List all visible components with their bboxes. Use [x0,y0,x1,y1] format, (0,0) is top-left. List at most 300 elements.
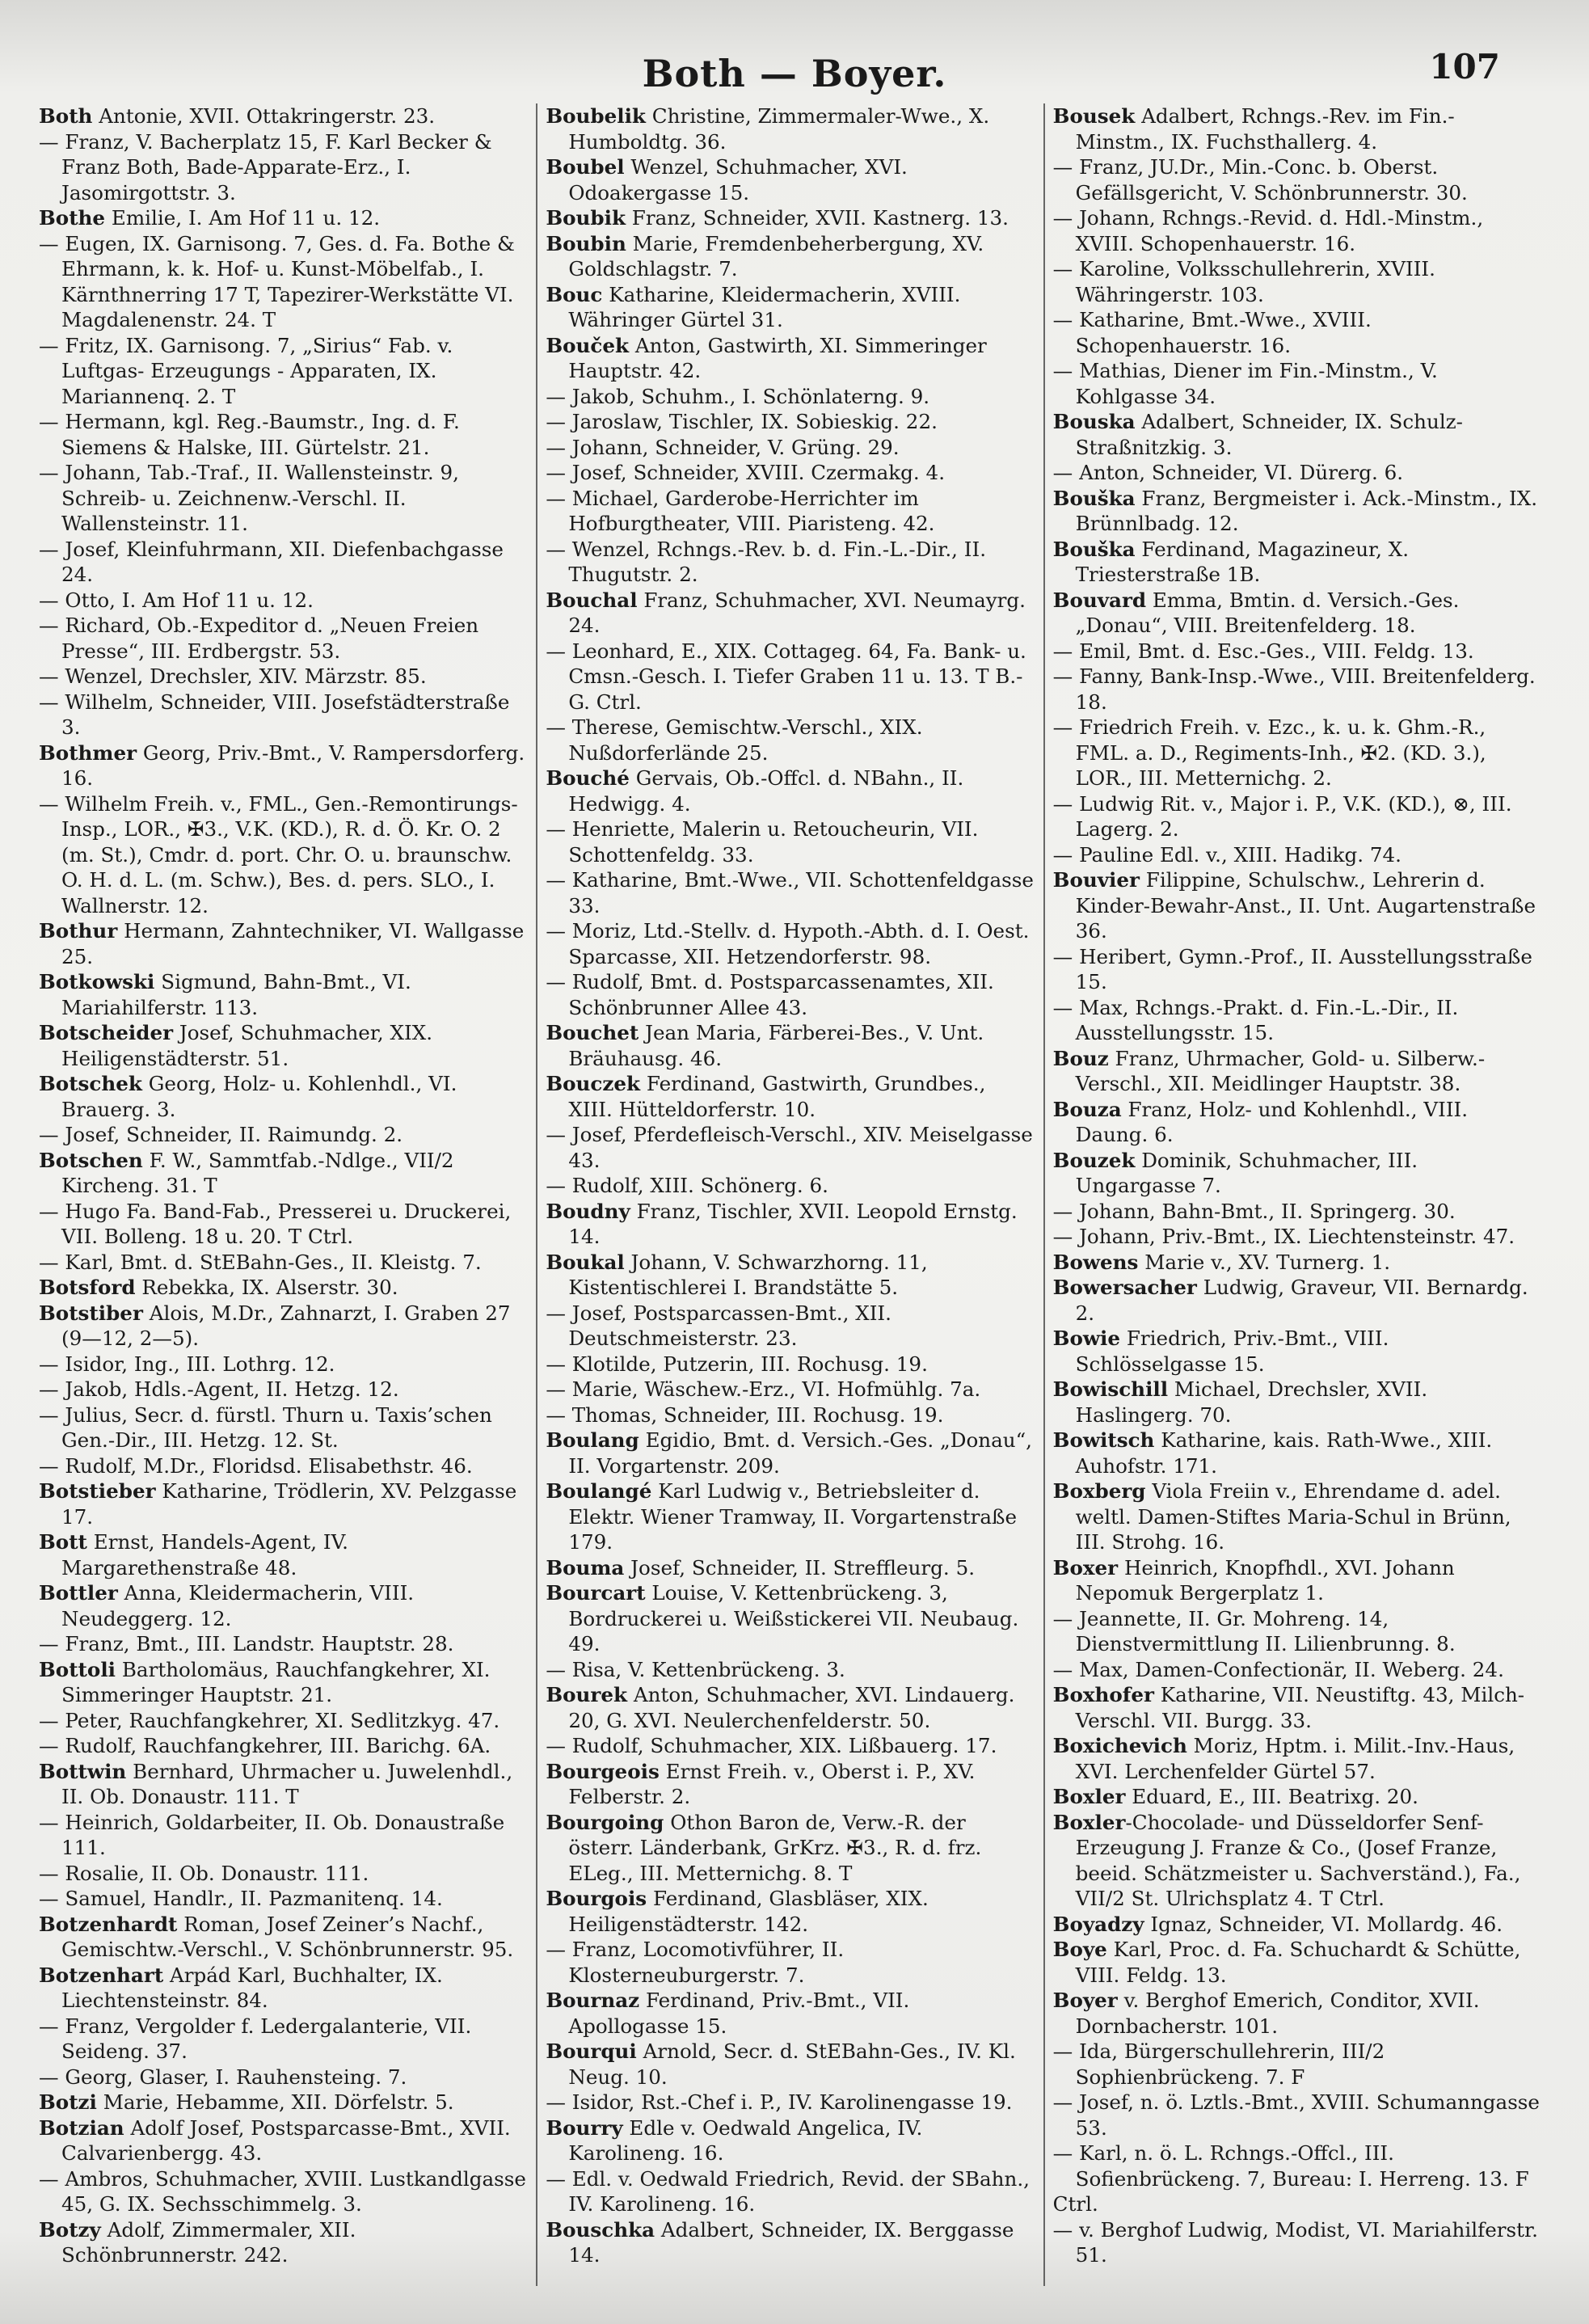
directory-entry [39,1912,528,1963]
directory-entry [39,129,528,206]
directory-entry [39,613,528,664]
directory-entry [39,1377,528,1402]
entry-details: — Anton, Schneider, VI. Dürerg. 6. [1052,461,1404,484]
entry-surname: Bouska [1052,410,1136,433]
directory-entry [546,969,1035,1020]
directory-entry [1053,1810,1542,1912]
entry-details: — Rudolf, XIII. Schönerg. 6. [546,1174,828,1197]
directory-entry [1053,588,1542,639]
directory-entry [39,333,528,410]
entry-details: — Jakob, Schuhm., I. Schönlaterng. 9. [546,384,930,408]
directory-entry [39,1071,528,1122]
entry-details: — Max, Damen-Confectionär, II. Weberg. 24. [1052,1657,1504,1681]
entry-details: — Wilhelm, Schneider, VIII. Josefstädterstraße 3. [39,690,510,739]
entry-details: — Otto, I. Am Hof 11 u. 12. [39,588,314,612]
directory-entry [546,1580,1035,1657]
entry-surname: Bouška [1052,537,1136,561]
entry-details: — Josef, n. ö. Lztls.-Bmt., XVIII. Schumanngasse 53. [1052,2090,1540,2140]
entry-details: — Therese, Gemischtw.-Verschl., XIX. Nußdorferlände 25. [546,715,923,765]
entry-surname: Boulangé [546,1479,652,1503]
entry-surname: Bouchal [546,588,638,612]
entry-details: — Rudolf, Bmt. d. Postsparcassenamtes, XII. Schönbrunner Allee 43. [546,970,994,1019]
entry-details: F. W., Sammtfab.-Ndlge., VII/2 Kircheng. 31. T [61,1148,454,1197]
directory-entry [39,969,528,1020]
directory-entry [1053,537,1542,588]
directory-entry [1053,664,1542,715]
entry-details: — Wenzel, Drechsler, XIV. Märzstr. 85. [39,664,427,688]
entry-surname: Bowie [1052,1326,1121,1350]
entry-details: — Johann, Tab.-Traf., II. Wallensteinstr. 9, Schreib- u. Zeichnenw.-Verschl. II. Wallensteinstr. 11. [39,461,459,535]
entry-surname: Bouška [1052,486,1136,510]
entry-details: Ferdinand, Glasbläser, XIX. Heiligenstädterstr. 142. [568,1887,929,1936]
entry-details: Anna, Kleidermacherin, VIII. Neudeggerg. 12. [61,1581,415,1630]
directory-entry [1053,154,1542,205]
entry-details: Josef, Schuhmacher, XIX. Heiligenstädterstr. 51. [61,1021,433,1070]
entry-surname: Bouchet [546,1021,639,1044]
entry-surname: Boubik [546,206,626,230]
directory-entry [1053,2141,1542,2191]
entry-details: Rebekka, IX. Alserstr. 30. [135,1276,398,1299]
entry-details: Gervais, Ob.-Offcl. d. NBahn., II. Hedwigg. 4. [568,766,964,816]
entry-surname: Bourgois [546,1887,647,1910]
directory-entry [1053,1377,1542,1428]
entry-details: — Emil, Bmt. d. Esc.-Ges., VIII. Feldg. 13. [1052,639,1474,663]
directory-entry [1053,256,1542,307]
entry-details: — v. Berghof Ludwig, Modist, VI. Mariahilferstr. 51. [1052,2217,1538,2267]
entry-details: — Rudolf, Schuhmacher, XIX. Lißbauerg. 17. [546,1734,997,1757]
entry-surname: Botscheider [39,1021,174,1044]
entry-details: Ferdinand, Priv.-Bmt., VII. Apollogasse 15. [568,1989,910,2038]
directory-entry [39,1529,528,1580]
entry-surname: Boye [1052,1938,1107,1961]
entry-details: — Rosalie, II. Ob. Donaustr. 111. [39,1861,369,1885]
directory-entry [546,1810,1035,1887]
entry-surname: Bottwin [39,1759,127,1783]
directory-entry [1053,1250,1542,1276]
entry-details: — Ida, Bürgerschullehrerin, III/2 Sophienbrückeng. 7. F [1052,2039,1385,2089]
entry-surname: Bouček [546,333,630,357]
directory-entry [546,867,1035,918]
directory-entry [546,766,1035,816]
directory-entry [546,1301,1035,1352]
entry-surname: Bowersacher [1052,1276,1197,1299]
directory-entry [39,2115,528,2166]
entry-surname: Bouza [1052,1097,1122,1121]
directory-entry [1053,1682,1542,1733]
entry-details: — Ludwig Rit. v., Major i. P., V.K. (KD.), ⊗, III. Lagerg. 2. [1052,791,1512,841]
entry-details: — Marie, Wäschew.-Erz., VI. Hofmühlg. 7a. [546,1377,981,1401]
directory-entry [546,2166,1035,2217]
entry-surname: Bouz [1052,1046,1109,1070]
directory-entry [546,409,1035,435]
entry-details: Emilie, I. Am Hof 11 u. 12. [105,206,381,230]
entry-details: — Georg, Glaser, I. Rauhensteing. 7. [39,2065,407,2089]
directory-entry [546,715,1035,766]
entry-surname: Bowens [1052,1250,1139,1274]
entry-details: — Franz, V. Bacherplatz 15, F. Karl Becker & Franz Both, Bade-Apparate-Erz., I. Jasomirgottstr. 3. [39,129,492,205]
entry-details: Ernst Freih. v., Oberst i. P., XV. Felberstr. 2. [568,1759,976,1808]
entry-details: — Eugen, IX. Garnisong. 7, Ges. d. Fa. Bothe & Ehrmann, k. k. Hof- u. Kunst-Möbelfab., I. Kärnthnerring 17 T, Tapezirer-Werkstätte VI. Magdalenenstr. 24. T [39,231,515,331]
directory-entry [546,1555,1035,1581]
entry-details: Adolf, Zimmermaler, XII. Schönbrunnerstr. 242. [61,2217,356,2267]
directory-entry [1053,1046,1542,1097]
directory-entry [39,1580,528,1631]
entry-details: Christine, Zimmermaler-Wwe., X. Humboldtg. 36. [568,104,990,154]
directory-entry [39,1810,528,1861]
directory-entry [546,639,1035,715]
entry-details: Viola Freiin v., Ehrendame d. adel. weltl. Damen-Stiftes Maria-Schul in Brünn, III. Strohg. 16. [1075,1479,1511,1554]
entry-surname: Bouczek [546,1072,641,1095]
directory-entry [1053,1224,1542,1250]
directory-entry [546,1937,1035,1988]
entry-surname: Boubelik [546,104,646,128]
page-number: 107 [1429,47,1500,86]
directory-entry [39,588,528,614]
directory-entry [39,1886,528,1912]
entry-details: Franz, Bergmeister i. Ack.-Minstm., IX. Brünnlbadg. 12. [1075,486,1538,535]
entry-details: Jean Maria, Färberei-Bes., V. Unt. Bräuhausg. 46. [568,1021,984,1070]
directory-entry [546,1122,1035,1173]
directory-entry [1053,103,1542,154]
entry-details: — Katharine, Bmt.-Wwe., XVIII. Schopenhauerstr. 16. [1052,308,1372,357]
entry-details: — Wilhelm Freih. v., FML., Gen.-Remontirungs-Insp., LOR., ✠3., V.K. (KD.), R. d. Ö. Kr. O. 2 (m. St.), Cmdr. d. port. Chr. O. u. braunschw. O. H. d. L. (m. Schw.), Bes. d. pers. SLO., I. Wallnerstr. 12. [39,791,518,917]
entry-surname: Boubel [546,155,625,179]
directory-entry [546,537,1035,588]
entry-surname: Bott [39,1530,87,1554]
entry-details: — Max, Rchngs.-Prakt. d. Fin.-L.-Dir., II. Ausstellungsstr. 15. [1052,995,1459,1044]
entry-details: Anton, Gastwirth, XI. Simmeringer Hauptstr. 42. [568,333,987,382]
entry-details: Franz, Uhrmacher, Gold- u. Silberw.-Verschl., XII. Meidlinger Hauptstr. 38. [1075,1046,1486,1095]
entry-details: Katharine, VII. Neustiftg. 43, Milch-Verschl. VII. Burgg. 33. [1075,1683,1525,1732]
directory-entry [546,918,1035,969]
directory-entry [1053,1912,1542,1938]
entry-details: Franz, Schneider, XVII. Kastnerg. 13. [625,206,1009,230]
entry-details: Arpád Karl, Buchhalter, IX. Liechtensteinstr. 84. [61,1963,443,2012]
entry-details: — Franz, JU.Dr., Min.-Conc. b. Oberst. Gefällsgericht, V. Schönbrunnerstr. 30. [1052,155,1468,205]
entry-surname: Bottler [39,1581,118,1605]
directory-entry [546,1020,1035,1071]
directory-entry [1053,307,1542,358]
entry-details: — Karl, n. ö. L. Rchngs.-Offcl., III. Sofienbrückeng. 7, Bureau: I. Herreng. 13. F [1052,2141,1529,2191]
entry-details: — Leonhard, E., XIX. Cottageg. 64, Fa. Bank- u. Cmsn.-Gesch. I. Tiefer Graben 11 u. 13. T B.-G. Ctrl. [546,639,1026,714]
entry-details: — Josef, Pferdefleisch-Verschl., XIV. Meiselgasse 43. [546,1123,1033,1172]
directory-entry [39,2090,528,2115]
entry-details: — Isidor, Rst.-Chef i. P., IV. Karolinengasse 19. [546,2090,1013,2114]
entry-surname: Bouvard [1052,588,1147,612]
directory-entry [1053,1657,1542,1683]
directory-entry [546,1759,1035,1810]
entry-details: — Risa, V. Kettenbrückeng. 3. [546,1657,845,1681]
entry-details: — Julius, Secr. d. fürstl. Thurn u. Taxis’schen Gen.-Dir., III. Hetzg. 12. St. [39,1402,492,1452]
directory-entry [546,2090,1035,2115]
entry-surname: Boyadzy [1052,1912,1144,1936]
directory-entry [1053,1555,1542,1606]
entry-surname: Bousek [1052,104,1136,128]
entry-details: — Johann, Bahn-Bmt., II. Springerg. 30. [1052,1199,1456,1223]
entry-surname: Boyer [1052,1989,1118,2012]
entry-details: v. Berghof Emerich, Conditor, XVII. Dornbacherstr. 101. [1075,1989,1480,2038]
entry-details: Anton, Schuhmacher, XVI. Lindauerg. 20, G. XVI. Neulerchenfelderstr. 50. [568,1683,1015,1732]
directory-entry [1053,1733,1542,1784]
directory-entry [39,537,528,588]
directory-entry [1053,1326,1542,1377]
directory-entry [39,740,528,791]
entry-details: Adalbert, Schneider, IX. Schulz-Straßnitzkig. 3. [1075,410,1463,459]
directory-entry [39,1861,528,1887]
entry-details: — Josef, Schneider, XVIII. Czermakg. 4. [546,461,946,484]
entry-details: — Friedrich Freih. v. Ezc., k. u. k. Ghm.-R., FML. a. D., Regiments-Inh., ✠2. (KD. 3.), LOR., III. Metternichg. 2. [1052,715,1486,790]
entry-details: Moriz, Hptm. i. Milit.-Inv.-Haus, XVI. Lerchenfelder Gürtel 57. [1075,1734,1515,1783]
directory-entry [546,282,1035,333]
entry-details: — Rudolf, M.Dr., Floridsd. Elisabethstr. 46. [39,1453,473,1478]
entry-details: Ernst, Handels-Agent, IV. Margarethenstraße 48. [61,1530,348,1580]
directory-entry [1053,2090,1542,2141]
entry-details: — Michael, Garderobe-Herrichter im Hofburgtheater, VIII. Piaristeng. 42. [546,486,935,535]
directory-entry [546,1402,1035,1428]
directory-entry [546,1682,1035,1733]
entry-details: Bernhard, Uhrmacher u. Juwelenhdl., II. Ob. Donaustr. 111. T [61,1759,513,1808]
entry-surname: Boxler [1052,1810,1126,1834]
directory-entry [39,231,528,333]
entry-details: Roman, Josef Zeiner’s Nachf., Gemischtw.-Verschl., V. Schönbrunnerstr. 95. [61,1912,514,1961]
directory-entry [39,1963,528,2014]
entry-details: Katharine, Kleidermacherin, XVIII. Währinger Gürtel 31. [568,282,961,331]
directory-entry [39,918,528,969]
entry-details: — Johann, Priv.-Bmt., IX. Liechtensteinstr. 47. [1052,1225,1515,1248]
entry-details: Karl Ludwig v., Betriebsleiter d. Elektr. Wiener Tramway, II. Vorgartenstraße 179. [568,1479,1018,1554]
entry-surname: Bouc [546,282,603,306]
directory-entry [1053,791,1542,842]
entry-surname: Bothe [39,206,106,230]
entry-surname: Botschen [39,1148,143,1172]
entry-details: Wenzel, Schuhmacher, XVI. Odoakergasse 15. [568,155,908,205]
entry-details: Filippine, Schulschw., Lehrerin d. Kinder-Bewahr-Anst., II. Unt. Augartenstraße 36. [1075,868,1536,943]
entry-surname: Botzy [39,2217,101,2242]
entry-surname: Bouzek [1052,1148,1136,1172]
entry-details: Adalbert, Rchngs.-Rev. im Fin.-Minstm., IX. Fuchsthallerg. 4. [1075,104,1455,154]
directory-entry [39,664,528,690]
entry-surname: Bourek [546,1683,628,1706]
entry-surname: Botschek [39,1072,142,1095]
entry-surname: Boxer [1052,1555,1119,1580]
entry-surname: Botzi [39,2090,97,2114]
column-1 [31,103,536,2286]
directory-entry [546,1478,1035,1555]
directory-entry [546,435,1035,461]
entry-details: Egidio, Bmt. d. Versich.-Ges. „Donau“, II. Vorgartenstr. 209. [568,1428,1032,1478]
column-divider [536,103,537,2286]
entry-surname: Boxberg [1052,1479,1146,1503]
entry-surname: Botzenhart [39,1963,164,1987]
entry-details: — Hugo Fa. Band-Fab., Presserei u. Druckerei, VII. Bolleng. 18 u. 20. T Ctrl. [39,1199,512,1248]
entry-surname: Bouma [546,1555,625,1580]
entry-details: — Katharine, Bmt.-Wwe., VII. Schottenfeldgasse 33. [546,868,1034,917]
directory-entry [1053,460,1542,486]
entry-surname: Bourry [546,2115,623,2140]
directory-entry [1053,944,1542,995]
entry-details: Adolf Josef, Postsparcasse-Bmt., XVII. Calvarienbergg. 43. [61,2115,511,2165]
directory-entry [39,690,528,740]
entry-details: Marie, Hebamme, XII. Dörfelstr. 5. [96,2090,454,2114]
entry-surname: Boulang [546,1428,639,1452]
directory-entry [39,791,528,919]
directory-entry [546,231,1035,282]
entry-surname: Bournaz [546,1989,640,2012]
entry-details: Ferdinand, Magazineur, X. Triesterstraße 1B. [1075,537,1410,586]
entry-details: Georg, Holz- u. Kohlenhdl., VI. Brauerg. 3. [61,1072,457,1121]
directory-entry [39,1352,528,1377]
directory-entry [39,1733,528,1759]
column-3 [1045,103,1550,2286]
entry-surname: Botstiber [39,1301,143,1325]
directory-entry [39,2014,528,2065]
entry-details: Arnold, Secr. d. StEBahn-Ges., IV. Kl. Neug. 10. [568,2039,1016,2089]
directory-entry [39,409,528,460]
directory-entry [39,1122,528,1148]
entry-details: — Mathias, Diener im Fin.-Minstm., V. Kohlgasse 34. [1052,359,1438,408]
entry-details: — Josef, Kleinfuhrmann, XII. Diefenbachgasse 24. [39,537,504,586]
entry-surname: Botzian [39,2115,124,2140]
directory-entry [1053,715,1542,791]
directory-entry [546,588,1035,639]
column-divider [1043,103,1045,2286]
directory-entry [546,1733,1035,1759]
directory-entry [546,460,1035,486]
entry-surname: Bowitsch [1052,1428,1155,1452]
entry-details: Louise, V. Kettenbrückeng. 3, Bordruckerei u. Weißstickerei VII. Neubaug. 49. [568,1581,1019,1655]
directory-entry [39,1453,528,1479]
entry-details: Franz, Schuhmacher, XVI. Neumayrg. 24. [568,588,1026,637]
entry-details: Ctrl. [1052,2192,1098,2216]
entry-details: Josef, Schneider, II. Streffleurg. 5. [624,1555,976,1580]
directory-entry [1053,486,1542,537]
entry-details: — Klotilde, Putzerin, III. Rochusg. 19. [546,1352,928,1376]
entry-details: Hermann, Zahntechniker, VI. Wallgasse 25. [61,919,525,968]
directory-entry [39,1759,528,1810]
entry-details: Michael, Drechsler, XVII. Haslingerg. 70. [1075,1377,1428,1427]
directory-entry [39,1402,528,1453]
directory-entry [546,486,1035,537]
entry-details: — Heinrich, Goldarbeiter, II. Ob. Donaustraße 111. [39,1810,505,1859]
entry-details: Marie v., XV. Turnerg. 1. [1138,1250,1391,1274]
entry-details: — Heribert, Gymn.-Prof., II. Ausstellungsstraße 15. [1052,944,1532,993]
directory-entry [39,1020,528,1071]
directory-entry [546,816,1035,867]
entry-details: Edle v. Oedwald Angelica, IV. Karolineng. 16. [568,2115,923,2165]
entry-details: — Samuel, Handlr., II. Pazmanitenq. 14. [39,1887,443,1910]
entry-details: Franz, Holz- und Kohlenhdl., VIII. Daung. 6. [1075,1097,1469,1146]
entry-surname: Both [39,104,93,128]
directory-entry [39,1301,528,1352]
directory-entry [1053,1097,1542,1148]
entry-details: — Johann, Rchngs.-Revid. d. Hdl.-Minstm., XVIII. Schopenhauerstr. 16. [1052,206,1484,255]
entry-details: Othon Baron de, Verw.-R. der österr. Länderbank, GrKrz. ✠3., R. d. frz. ELeg., III. Metternichg. 8. T [568,1810,982,1885]
page-title: Both — Boyer. [642,52,947,95]
entry-details: — Rudolf, Rauchfangkehrer, III. Barichg. 6A. [39,1734,491,1757]
directory-entry [1053,1148,1542,1199]
entry-details: — Moriz, Ltd.-Stellv. d. Hypoth.-Abth. d. I. Oest. Sparcasse, XII. Hetzendorferstr. 98. [546,919,1030,968]
directory-columns [31,103,1550,2286]
directory-entry [546,2115,1035,2166]
directory-entry [39,460,528,537]
directory-entry [546,1071,1035,1122]
entry-details: Heinrich, Knopfhdl., XVI. Johann Nepomuk Bergerplatz 1. [1075,1555,1455,1605]
directory-entry [39,1708,528,1734]
entry-surname: Boudny [546,1199,630,1223]
entry-details: — Richard, Ob.-Expeditor d. „Neuen Freien Presse“, III. Erdbergstr. 53. [39,614,479,663]
directory-entry [1053,205,1542,256]
directory-entry [1053,1988,1542,2039]
entry-surname: Botsford [39,1276,136,1299]
entry-details: Adalbert, Schneider, IX. Berggasse 14. [568,2217,1014,2267]
entry-details: — Wenzel, Rchngs.-Rev. b. d. Fin.-L.-Dir., II. Thugutstr. 2. [546,537,987,586]
directory-entry [1053,2039,1542,2090]
directory-entry [1053,409,1542,460]
entry-details: Eduard, E., III. Beatrixg. 20. [1125,1785,1418,1808]
entry-details: Antonie, XVII. Ottakringerstr. 23. [92,104,436,128]
directory-entry [546,1886,1035,1937]
directory-entry [39,2217,528,2268]
entry-surname: Bothmer [39,740,137,765]
directory-entry [1053,1937,1542,1988]
entry-details: — Hermann, kgl. Reg.-Baumstr., Ing. d. F. Siemens & Halske, III. Gürtelstr. 21. [39,410,460,459]
entry-details: — Thomas, Schneider, III. Rochusg. 19. [546,1402,944,1427]
entry-details: — Franz, Vergolder f. Ledergalanterie, VII. Seideng. 37. [39,2014,472,2063]
entry-details: Emma, Bmtin. d. Versich.-Ges. „Donau“, VIII. Breitenfelderg. 18. [1075,588,1460,637]
entry-surname: Botzenhardt [39,1912,178,1936]
entry-details: — Fritz, IX. Garnisong. 7, „Sirius“ Fab. v. Luftgas- Erzeugungs - Apparaten, IX. Mariannenq. 2. T [39,333,453,408]
directory-entry [39,1148,528,1199]
entry-details: — Franz, Bmt., III. Landstr. Hauptstr. 28. [39,1632,454,1655]
directory-entry [546,1428,1035,1478]
directory-entry [39,103,528,129]
page-header [0,40,1589,105]
directory-entry [546,1352,1035,1377]
entry-surname: Boubin [546,231,626,255]
entry-surname: Bowischill [1052,1377,1169,1401]
entry-details: — Franz, Locomotivführer, II. Klosterneuburgerstr. 7. [546,1938,845,1987]
directory-entry [1053,639,1542,664]
entry-details: — Karoline, Volksschullehrerin, XVIII. Währingerstr. 103. [1052,257,1435,306]
entry-surname: Bourgoing [546,1810,664,1834]
directory-entry [1053,2217,1542,2268]
entry-details: Sigmund, Bahn-Bmt., VI. Mariahilferstr. 113. [61,970,411,1019]
directory-entry [546,384,1035,410]
directory-entry [546,1250,1035,1301]
entry-details: -Chocolade- und Düsseldorfer Senf-Erzeugung J. Franze & Co., (Josef Franze, beeid. Schätzmeister u. Sachverständ.), Fa., VII/2 St. Ulrichsplatz 4. T Ctrl. [1075,1810,1521,1910]
entry-details: Karl, Proc. d. Fa. Schuchardt & Schütte, VIII. Feldg. 13. [1075,1938,1521,1987]
entry-surname: Bouché [546,766,630,790]
entry-surname: Botkowski [39,970,155,993]
entry-details: — Edl. v. Oedwald Friedrich, Revid. der SBahn., IV. Karolineng. 16. [546,2166,1030,2216]
entry-details: Katharine, Trödlerin, XV. Pelzgasse 17. [61,1479,517,1529]
directory-entry [39,1199,528,1250]
entry-details: — Josef, Postsparcassen-Bmt., XII. Deutschmeisterstr. 23. [546,1301,891,1350]
directory-entry [39,1631,528,1657]
entry-details: — Pauline Edl. v., XIII. Hadikg. 74. [1052,842,1401,867]
entry-details: Johann, V. Schwarzhorng. 11, Kistentischlerei I. Brandstätte 5. [568,1250,928,1299]
directory-entry [1053,1428,1542,1478]
directory-entry [39,1478,528,1529]
directory-entry [39,2166,528,2217]
entry-surname: Botstieber [39,1479,156,1503]
directory-entry [1053,1199,1542,1225]
directory-entry [546,2217,1035,2268]
entry-details: Ferdinand, Gastwirth, Grundbes., XIII. Hütteldorferstr. 10. [568,1072,986,1121]
entry-details: Katharine, kais. Rath-Wwe., XIII. Auhofstr. 171. [1075,1428,1493,1478]
directory-entry [1053,1478,1542,1555]
entry-details: — Karl, Bmt. d. StEBahn-Ges., II. Kleistg. 7. [39,1250,482,1274]
